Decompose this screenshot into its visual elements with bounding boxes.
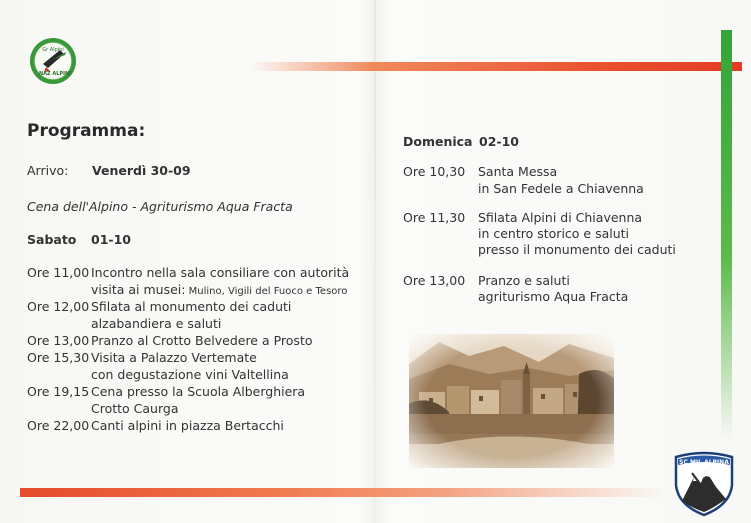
- shield-text: SC MIL ALPINA: [679, 459, 729, 466]
- event-desc-line2: in centro storico e saluti: [478, 226, 630, 241]
- event-desc: Santa Messa: [478, 164, 558, 179]
- event-time: Ore 15,30: [27, 350, 90, 365]
- event-desc: Visita a Palazzo Vertemate: [91, 350, 257, 365]
- page-title: Programma:: [27, 121, 146, 141]
- saturday-date: 01-10: [91, 232, 131, 247]
- arrival-value: Venerdì 30-09: [92, 163, 191, 178]
- event-desc-line3: presso il monumento dei caduti: [478, 242, 676, 257]
- sc-mil-alpina-shield-icon: [672, 451, 736, 517]
- event-desc-line2: in San Fedele a Chiavenna: [478, 181, 644, 196]
- event-desc: Cena presso la Scuola Alberghiera: [91, 384, 306, 399]
- green-vertical-bar: [721, 30, 732, 440]
- top-red-stripe: [250, 62, 742, 71]
- event-time: Ore 12,00: [27, 299, 90, 314]
- event-time: Ore 13,00: [27, 333, 90, 348]
- event-time: Ore 13,00: [403, 273, 466, 288]
- bottom-red-stripe: [20, 488, 665, 497]
- page-fold: [374, 0, 376, 523]
- chiavenna-photo: [409, 334, 614, 468]
- logo-text-top: Gr Alpini: [42, 47, 64, 53]
- event-desc: Canti alpini in piazza Bertacchi: [91, 418, 284, 433]
- event-desc: Sfilata Alpini di Chiavenna: [478, 210, 643, 225]
- sunday-date: 02-10: [479, 134, 519, 149]
- event-desc: Pranzo e saluti: [478, 273, 570, 288]
- event-desc: Incontro nella sala consiliare con autorità: [91, 265, 350, 280]
- event-desc-line2: con degustazione vini Valtellina: [91, 367, 289, 382]
- alpini-logo-icon: [30, 38, 76, 84]
- event-time: Ore 11,30: [403, 210, 466, 225]
- sunday-label: Domenica: [403, 134, 473, 149]
- event-desc-line2: alzabandiera e saluti: [91, 316, 222, 331]
- event-desc-line2: visita ai musei: Mulino, Vigili del Fuoco e Tesoro: [91, 282, 348, 297]
- logo-text-bottom: NAZ ALPINI: [38, 71, 72, 77]
- event-desc-line2: Crotto Caurga: [91, 401, 179, 416]
- event-desc-line2: agriturismo Aqua Fracta: [478, 289, 629, 304]
- event-time: Ore 19,15: [27, 384, 90, 399]
- event-desc: Pranzo al Crotto Belvedere a Prosto: [91, 333, 313, 348]
- event-time: Ore 10,30: [403, 164, 466, 179]
- arrival-label: Arrivo:: [27, 163, 69, 178]
- dinner-line: Cena dell'Alpino - Agriturismo Aqua Fracta: [27, 199, 293, 214]
- event-time: Ore 22,00: [27, 418, 90, 433]
- saturday-label: Sabato: [27, 232, 77, 247]
- event-desc: Sfilata al monumento dei caduti: [91, 299, 292, 314]
- event-time: Ore 11,00: [27, 265, 90, 280]
